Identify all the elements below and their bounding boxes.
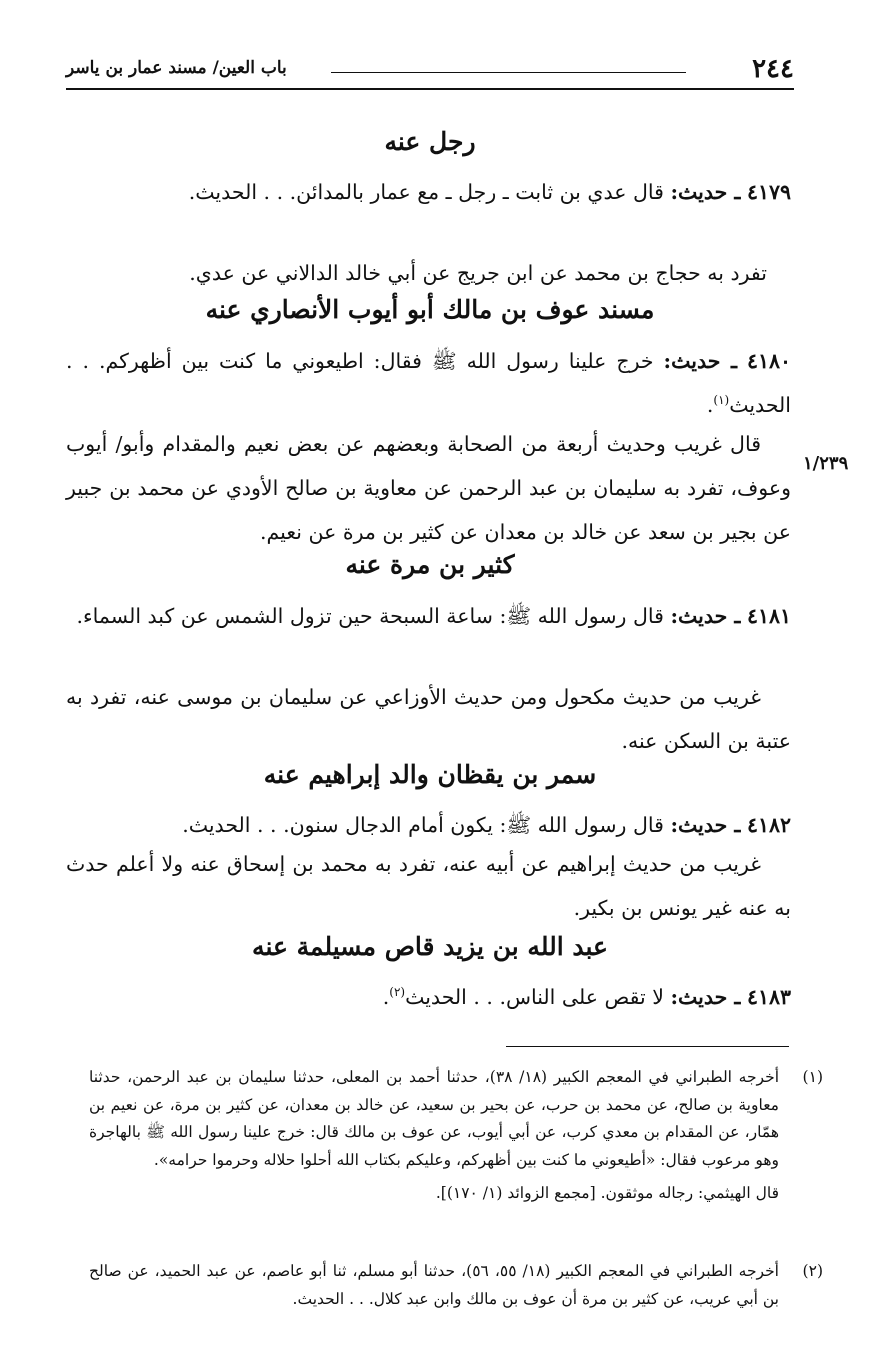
comment-text: قال غريب وحديث أربعة من الصحابة وبعضهم عن بعض نعيم والمقدام وأبو/ أيوب وعوف، تفرد به سليمان بن عبد الرحمن عن معاوية بن صالح الأودي عن محمد بن جبير عن بجير بن سعد عن خالد بن معدان عن كثير بن مرة عن نعيم. xyxy=(66,432,791,544)
footnote-number: (٢) xyxy=(802,1262,823,1280)
section-heading: كثير بن مرة عنه xyxy=(345,550,515,579)
hadith-comment xyxy=(66,422,791,554)
hadith-keyword: ـ حديث: xyxy=(670,985,741,1009)
footnote xyxy=(89,1064,823,1208)
hadith-number: ٤١٨١ xyxy=(746,604,791,628)
footnote-separator xyxy=(506,1046,789,1047)
page-number: ٢٤٤ xyxy=(752,54,794,84)
header-rule xyxy=(331,72,686,73)
section-heading: رجل عنه xyxy=(384,127,476,156)
comment-text: غريب من حديث مكحول ومن حديث الأوزاعي عن سليمان بن موسى عنه، تفرد به عتبة بن السكن عنه. xyxy=(66,685,791,753)
page-header xyxy=(66,52,794,90)
hadith-text: قال رسول الله ﷺ: يكون أمام الدجال سنون. . . الحديث. xyxy=(182,813,664,837)
footnote-text: أخرجه الطبراني في المعجم الكبير (١٨/ ٥٥، ٥٦)، حدثنا أبو مسلم، ثنا أبو عاصم، عن عبد الحميد، عن صالح بن أبي عريب، عن كثير بن مرة أن عوف بن مالك وابن عبد كلال. . . الحديث. xyxy=(89,1262,779,1308)
hadith-keyword: ـ حديث: xyxy=(670,604,741,628)
hadith-entry xyxy=(66,594,791,638)
footnote-extra: قال الهيثمي: رجاله موثقون. [مجمع الزوائد (١/ ١٧٠)]. xyxy=(435,1184,779,1202)
hadith-number: ٤١٨٣ xyxy=(746,985,791,1009)
footnote-ref[interactable]: (٢) xyxy=(389,985,406,1000)
section-heading: عبد الله بن يزيد قاص مسيلمة عنه xyxy=(252,932,608,961)
hadith-keyword: ـ حديث: xyxy=(663,349,737,373)
hadith-text: قال رسول الله ﷺ: ساعة السبحة حين تزول الشمس عن كبد السماء. xyxy=(76,604,664,628)
hadith-end: . xyxy=(382,985,390,1009)
footnote-ref[interactable]: (١) xyxy=(713,393,730,408)
hadith-number: ٤١٧٩ xyxy=(746,180,791,204)
running-title: باب العين/ مسند عمار بن ياسر xyxy=(66,58,287,78)
hadith-keyword: ـ حديث: xyxy=(670,180,741,204)
comment-text: غريب من حديث إبراهيم عن أبيه عنه، تفرد به محمد بن إسحاق عنه ولا أعلم حدث به عنه غير يونس بن بكير. xyxy=(66,852,791,920)
hadith-text: لا تقص على الناس. . . الحديث xyxy=(405,985,664,1009)
hadith-number: ٤١٨٢ xyxy=(746,813,791,837)
hadith-entry xyxy=(66,975,791,1019)
footnote-text: أخرجه الطبراني في المعجم الكبير (١٨/ ٣٨)، حدثنا أحمد بن المعلى، حدثنا سليمان بن عبد الرحمن، حدثنا معاوية بن صالح، عن محمد بن حرب، عن بحير بن سعيد، عن خالد بن معدان، عن كثير بن مرة، عن نعيم بن همّار، عن المقدام بن معدي كرب، عن أبي أيوب، عن عوف بن مالك قال: خرج علينا رسول الله ﷺ بالهاجرة وهو مرعوب فقال: «أطيعوني ما كنت بين أظهركم، وعليكم بكتاب الله أحلوا حلاله وحرموا حرامه». xyxy=(89,1068,779,1169)
hadith-number: ٤١٨٠ xyxy=(746,349,791,373)
hadith-text: قال عدي بن ثابت ـ رجل ـ مع عمار بالمدائن. . . الحديث. xyxy=(188,180,664,204)
section-heading: سمر بن يقظان والد إبراهيم عنه xyxy=(263,760,597,789)
section-heading: مسند عوف بن مالك أبو أيوب الأنصاري عنه xyxy=(205,295,655,324)
footnote-number: (١) xyxy=(802,1068,823,1086)
hadith-entry xyxy=(66,803,791,847)
hadith-end: . xyxy=(706,393,714,417)
hadith-text: خرج علينا رسول الله ﷺ فقال: اطيعوني ما كنت بين أظهركم. . . الحديث xyxy=(66,349,791,417)
hadith-comment xyxy=(66,842,791,930)
margin-folio-note: ١/٢٣٩ xyxy=(803,453,849,474)
hadith-comment xyxy=(66,675,791,763)
hadith-entry xyxy=(66,170,791,214)
hadith-entry xyxy=(66,339,791,427)
hadith-comment: تفرد به حجاج بن محمد عن ابن جريج عن أبي خالد الدالاني عن عدي. xyxy=(189,261,767,285)
footnote xyxy=(89,1258,823,1313)
hadith-keyword: ـ حديث: xyxy=(670,813,741,837)
